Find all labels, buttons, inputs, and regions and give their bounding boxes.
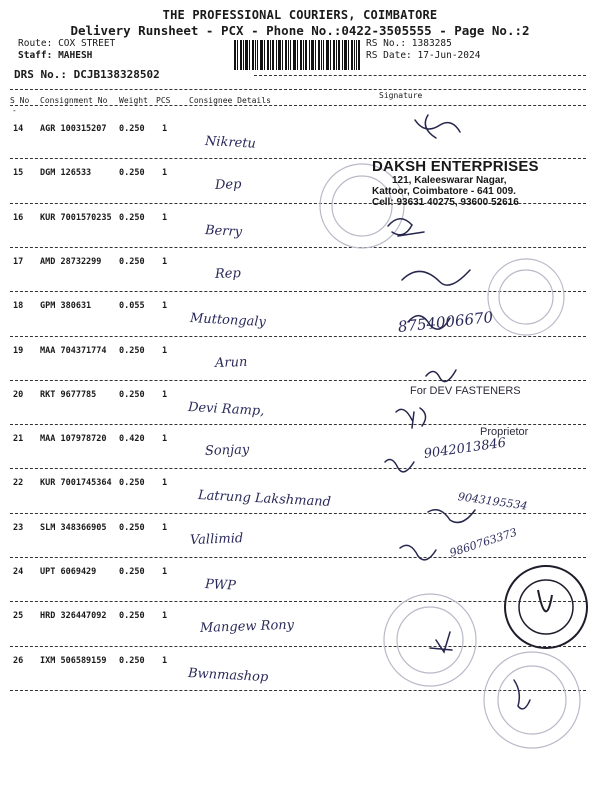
row-sno: 24: [13, 567, 24, 577]
signature-17: [402, 270, 470, 285]
staff-label: Staff:: [18, 50, 53, 61]
row-pcs: 1: [162, 168, 168, 179]
row-weight: 0.250: [119, 655, 145, 666]
row-weight: 0.250: [119, 168, 145, 179]
dev-fasteners-stamp: For DEV FASTENERS: [410, 385, 521, 397]
row-consignment: UPT 6069429: [40, 567, 97, 577]
row-sno: 21: [13, 434, 24, 445]
proprietor-text: Proprietor: [480, 426, 529, 438]
row-weight: 0.250: [119, 256, 145, 267]
row-consignee-handwritten: Vallimid: [189, 530, 244, 548]
row-sno: 16: [13, 212, 24, 223]
daksh-stamp: [372, 158, 572, 208]
row-sno: 15: [13, 168, 24, 179]
row-pcs: 1: [162, 256, 168, 267]
row-consignment: MAA 107978720: [40, 434, 107, 445]
row-sno: 25: [13, 611, 24, 622]
rs-no-label: RS No.:: [366, 38, 407, 49]
staff-value: MAHESH: [58, 50, 93, 61]
row-consignee-handwritten: Rep: [214, 265, 242, 282]
row-sno: 14: [13, 124, 24, 134]
row-consignment: KUR 7001745364: [40, 478, 112, 489]
row-pcs: 1: [162, 567, 168, 577]
row-consignment: DGM 126533: [40, 168, 92, 179]
row-pcs: 1: [162, 124, 168, 134]
signature-22: [428, 510, 475, 523]
route-label: Route:: [18, 38, 53, 49]
row-consignee-handwritten: Berry: [204, 222, 243, 240]
row-consignee-handwritten: Dep: [214, 177, 242, 194]
dash-mark: -: [12, 106, 17, 115]
row-weight: 0.250: [119, 124, 145, 134]
row-consignment: HRD 326447092: [40, 611, 107, 622]
row-consignee-handwritten: Mangew Rony: [199, 618, 295, 637]
phone-row-23: 9860763373: [447, 525, 519, 560]
row-sno: 23: [13, 522, 24, 533]
rs-date-value: 17-Jun-2024: [417, 50, 481, 61]
signature-23: [400, 545, 436, 560]
row-sno: 22: [13, 478, 24, 489]
row-weight: 0.250: [119, 212, 145, 223]
col-sno: S No: [10, 96, 30, 105]
row-consignment: MAA 704371774: [40, 345, 107, 356]
row-weight: 0.055: [119, 301, 145, 312]
signature-19: [426, 370, 456, 382]
daksh-cell: Cell: 93631 40275, 93600 52616: [372, 197, 519, 208]
drs-label: DRS No.:: [14, 68, 67, 81]
runsheet-subtitle: Delivery Runsheet - PCX - Phone No.:0422-3505555 - Page No.:2: [70, 23, 530, 38]
row-pcs: 1: [162, 655, 168, 666]
row-weight: 0.250: [119, 389, 145, 400]
row-weight: 0.250: [119, 567, 145, 577]
rs-date-label: RS Date:: [366, 50, 412, 61]
row-consignee-handwritten: Bwnmashop: [187, 665, 269, 685]
row-pcs: 1: [162, 434, 168, 445]
row-consignee-handwritten: Muttongaly: [189, 311, 267, 331]
row-consignment: KUR 7001570235: [40, 212, 112, 223]
row-pcs: 1: [162, 478, 168, 489]
row-sno: 17: [13, 256, 24, 267]
row-consignee-handwritten: Nikretu: [204, 134, 257, 152]
phone-row-18: 8754006670: [397, 308, 494, 336]
col-pcs: PCS: [156, 96, 171, 105]
row-weight: 0.420: [119, 434, 145, 445]
daksh-address-2: Kattoor, Coimbatore - 641 009.: [372, 186, 516, 197]
row-consignee-handwritten: Sonjay: [204, 442, 250, 460]
row-sno: 19: [13, 345, 24, 356]
phone-row-22: 9043195534: [457, 490, 529, 513]
row-weight: 0.250: [119, 522, 145, 533]
col-signature: Signature: [379, 91, 423, 100]
row-pcs: 1: [162, 522, 168, 533]
phone-row-21: 9042013846: [422, 435, 507, 462]
daksh-address-1: 121, Kaleeswarar Nagar,: [392, 175, 507, 186]
signature-16: [388, 219, 424, 236]
row-consignee-handwritten: PWP: [204, 577, 237, 594]
row-pcs: 1: [162, 611, 168, 622]
row-sno: 20: [13, 389, 24, 400]
row-consignment: AMD 28732299: [40, 256, 102, 267]
row-sno: 18: [13, 301, 24, 312]
company-name: THE PROFESSIONAL COURIERS, COIMBATORE: [162, 8, 438, 22]
row-consignment: AGR 100315207: [40, 124, 107, 134]
col-consignment: Consignment No: [40, 96, 108, 105]
row-consignee-handwritten: Latrung Lakshmand: [197, 488, 332, 511]
row-sno: 26: [13, 655, 24, 666]
row-pcs: 1: [162, 212, 168, 223]
signature-21: [385, 460, 414, 472]
row-weight: 0.250: [119, 611, 145, 622]
row-weight: 0.250: [119, 345, 145, 356]
row-consignment: GPM 380631: [40, 301, 92, 312]
row-consignment: IXM 506589159: [40, 655, 107, 666]
drs-value: DCJB138328502: [73, 68, 160, 81]
row-consignment: SLM 348366905: [40, 522, 107, 533]
row-consignee-handwritten: Arun: [214, 354, 248, 371]
route-value: COX STREET: [58, 38, 116, 49]
signature-20: [396, 408, 426, 428]
col-consignee: Consignee Details: [189, 96, 271, 105]
row-pcs: 1: [162, 345, 168, 356]
row-pcs: 1: [162, 389, 168, 400]
signature-25: [430, 632, 452, 652]
signature-14: [415, 115, 460, 138]
col-weight: Weight: [119, 96, 148, 105]
row-consignment: RKT 9677785: [40, 389, 97, 400]
rs-no-value: 1383285: [411, 38, 452, 49]
row-pcs: 1: [162, 301, 168, 312]
premier-stamp: [505, 566, 587, 648]
daksh-name: DAKSH ENTERPRISES: [372, 158, 539, 175]
signature-26: [514, 680, 530, 709]
row-weight: 0.250: [119, 478, 145, 489]
row-consignee-handwritten: Devi Ramp,: [187, 399, 265, 419]
